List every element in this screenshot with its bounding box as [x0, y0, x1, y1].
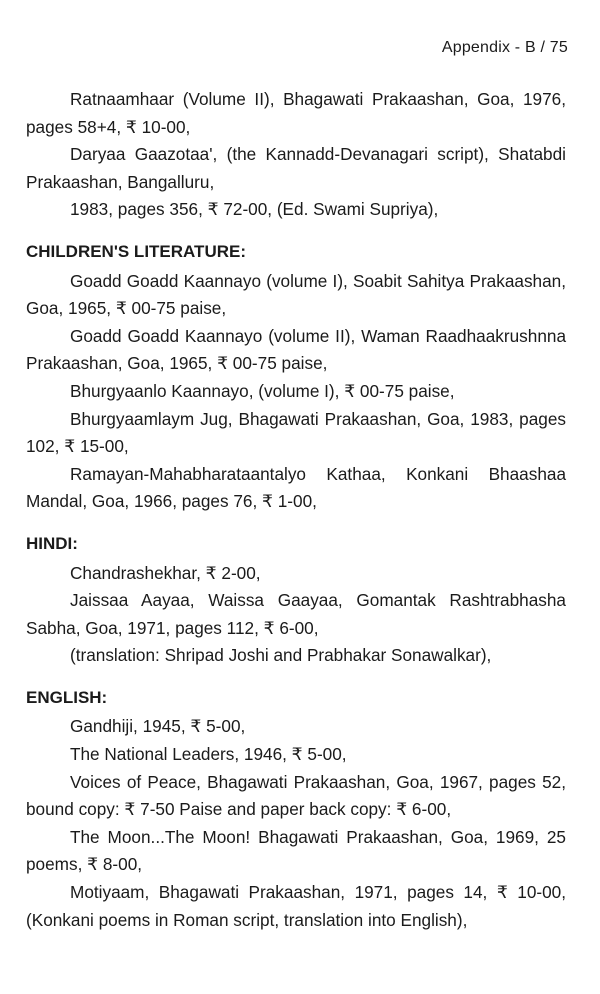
bibliography-section — [26, 530, 566, 670]
bibliography-entry: Gandhiji, 1945, ₹ 5-00, — [70, 716, 246, 737]
bibliography-entry: Goadd Goadd Kaannayo (volume II), Waman Raadhaakrushnna Prakaashan, Goa, 1965, ₹ 00-75 paise, — [26, 325, 566, 374]
bibliography-entry: Chandrashekhar, ₹ 2-00, — [70, 562, 261, 583]
bibliography-entry: The Moon...The Moon! Bhagawati Prakaashan, Goa, 1969, 25 poems, ₹ 8-00, — [26, 826, 566, 875]
bibliography-entry: Bhurgyaanlo Kaannayo, (volume I), ₹ 00-75 paise, — [70, 380, 455, 401]
bibliography-entry: Daryaa Gaazotaa', (the Kannadd-Devanagari script), Shatabdi Prakaashan, Bangalluru, — [26, 144, 566, 192]
bibliography-entry: Ramayan-Mahabharataantalyo Kathaa, Konkani Bhaashaa Mandal, Goa, 1966, pages 76, ₹ 1-00, — [26, 463, 566, 512]
bibliography-section — [26, 684, 566, 934]
bibliography-entry: Goadd Goadd Kaannayo (volume I), Soabit Sahitya Prakaashan, Goa, 1965, ₹ 00-75 paise, — [26, 270, 566, 319]
bibliography-section — [26, 86, 566, 224]
page-body — [26, 86, 566, 934]
bibliography-entry: 1983, pages 356, ₹ 72-00, (Ed. Swami Supriya), — [70, 199, 439, 220]
bibliography-entry: Motiyaam, Bhagawati Prakaashan, 1971, pages 14, ₹ 10-00, (Konkani poems in Roman script, translation into English), — [26, 882, 566, 930]
bibliography-entry: Bhurgyaamlaym Jug, Bhagawati Prakaashan, Goa, 1983, pages 102, ₹ 15-00, — [26, 408, 566, 457]
bibliography-section — [26, 238, 566, 516]
section-heading: HINDI: — [26, 533, 78, 553]
bibliography-entry: Jaissaa Aayaa, Waissa Gaayaa, Gomantak Rashtrabhasha Sabha, Goa, 1971, pages 112, ₹ 6-00, — [26, 590, 566, 638]
bibliography-entry: Ratnaamhaar (Volume II), Bhagawati Prakaashan, Goa, 1976, pages 58+4, ₹ 10-00, — [26, 89, 566, 137]
section-heading: ENGLISH: — [26, 687, 108, 707]
bibliography-entry: The National Leaders, 1946, ₹ 5-00, — [70, 744, 347, 765]
section-heading: CHILDREN'S LITERATURE: — [26, 241, 246, 261]
bibliography-entry: Voices of Peace, Bhagawati Prakaashan, Goa, 1967, pages 52, bound copy: ₹ 7-50 Paise and paper back copy: ₹ 6-00, — [26, 771, 566, 820]
running-head: Appendix - B / 75 — [441, 39, 568, 56]
bibliography-entry: (translation: Shripad Joshi and Prabhakar Sonawalkar), — [70, 645, 492, 666]
